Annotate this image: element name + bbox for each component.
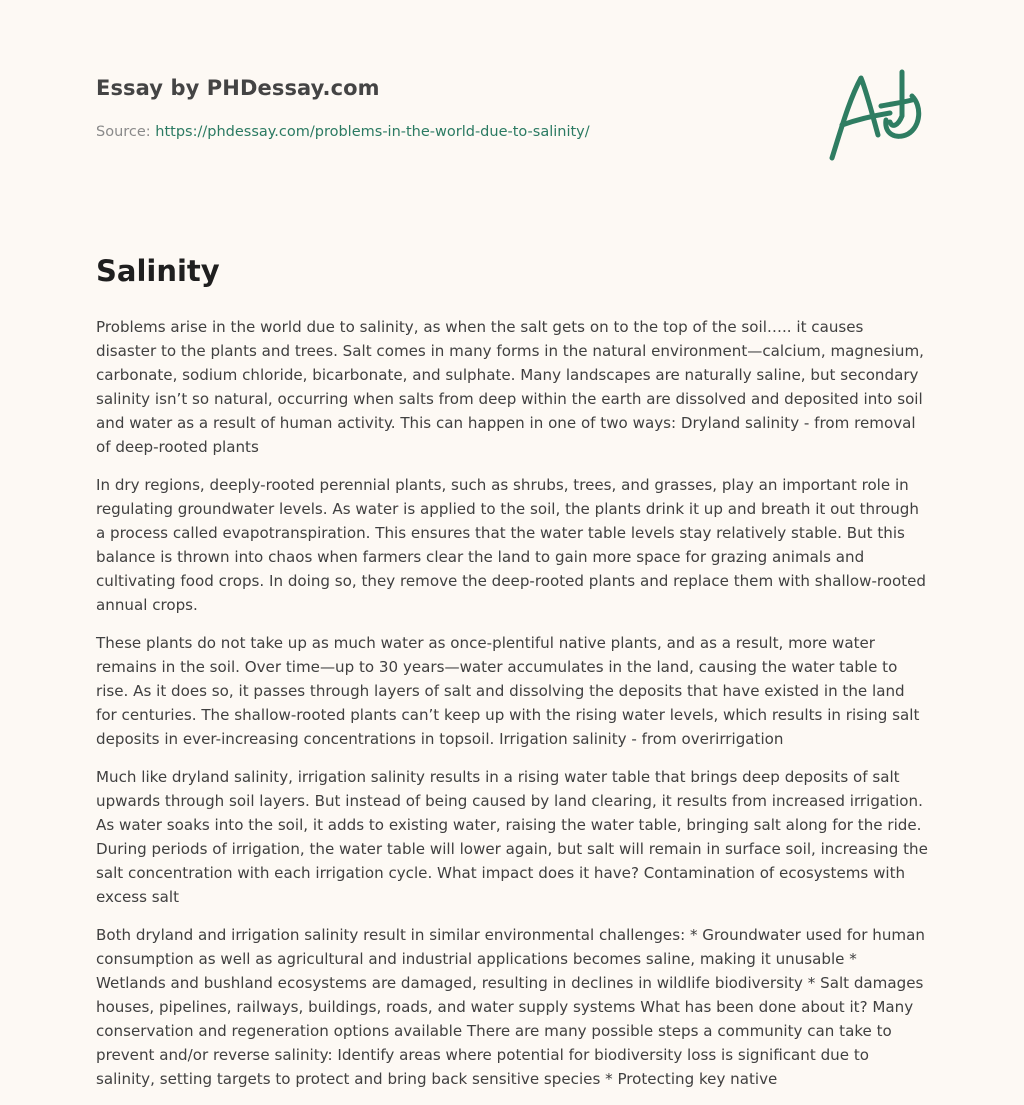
source-line (96, 124, 590, 140)
paragraph-3: These plants do not take up as much water as once-plentiful native plants, and as a result, more water remains in the soil. Over time—up to 30 years—water accumulates in the land, causing the water table to rise. As it does so, it passes through layers of salt and dissolving the deposits that have existed in the land for centuries. The shallow-rooted plants can’t keep up with the rising water levels, which results in rising salt deposits in ever-increasing concentrations in topsoil. Irrigation salinity - from overirrigation (96, 634, 920, 748)
article-body (96, 315, 928, 1105)
paragraph-5: Both dryland and irrigation salinity result in similar environmental challenges: * Groundwater used for human consumption as well as agricultural and industrial applications becomes saline, making it unusable * Wetlands and bushland ecosystems are damaged, resulting in declines in wildlife biodiversity * Salt damages houses, pipelines, railways, buildings, roads, and water supply systems What has been done about it? Many conservation and regeneration options available There are many possible steps a community can take to prevent and/or reverse salinity: Identify areas where potential for biodiversity loss is significant due to salinity, setting targets to protect and bring back sensitive species * Protecting key native (96, 926, 925, 1088)
document-title: Salinity (96, 254, 220, 288)
source-link[interactable]: https://phdessay.com/problems-in-the-world-due-to-salinity/ (155, 124, 590, 140)
paragraph-1: Problems arise in the world due to salinity, as when the salt gets on to the top of the soil….. it causes disaster to the plants and trees. Salt comes in many forms in the natural environment—calcium, magnesium, carbonate, sodium chloride, bicarbonate, and sulphate. Many landscapes are naturally saline, but secondary salinity isn’t so natural, occurring when salts from deep within the earth are dissolved and deposited into soil and water as a result of human activity. This can happen in one of two ways: Dryland salinity - from removal of deep-rooted plants (96, 318, 924, 456)
source-label: Source: (96, 124, 156, 140)
essay-page (96, 0, 928, 1088)
paragraph-4: Much like dryland salinity, irrigation salinity results in a rising water table that brings deep deposits of salt upwards through soil layers. But instead of being caused by land clearing, it results from increased irrigation. As water soaks into the soil, it adds to existing water, raising the water table, bringing salt along for the ride. During periods of irrigation, the water table will lower again, but salt will remain in surface soil, increasing the salt concentration with each irrigation cycle. What impact does it have? Contamination of ecosystems with excess salt (96, 768, 928, 906)
page-header (96, 0, 928, 200)
paragraph-2: In dry regions, deeply-rooted perennial plants, such as shrubs, trees, and grasses, play an important role in regulating groundwater levels. As water is applied to the soil, the plants drink it up and breath it out through a process called evapotranspiration. This ensures that the water table levels stay relatively stable. But this balance is thrown into chaos when farmers clear the land to gain more space for grazing animals and cultivating food crops. In doing so, they remove the deep-rooted plants and replace them with shallow-rooted annual crops. (96, 476, 927, 614)
a-plus-logo-icon (824, 68, 928, 164)
brand-title: Essay by PHDessay.com (96, 76, 380, 100)
